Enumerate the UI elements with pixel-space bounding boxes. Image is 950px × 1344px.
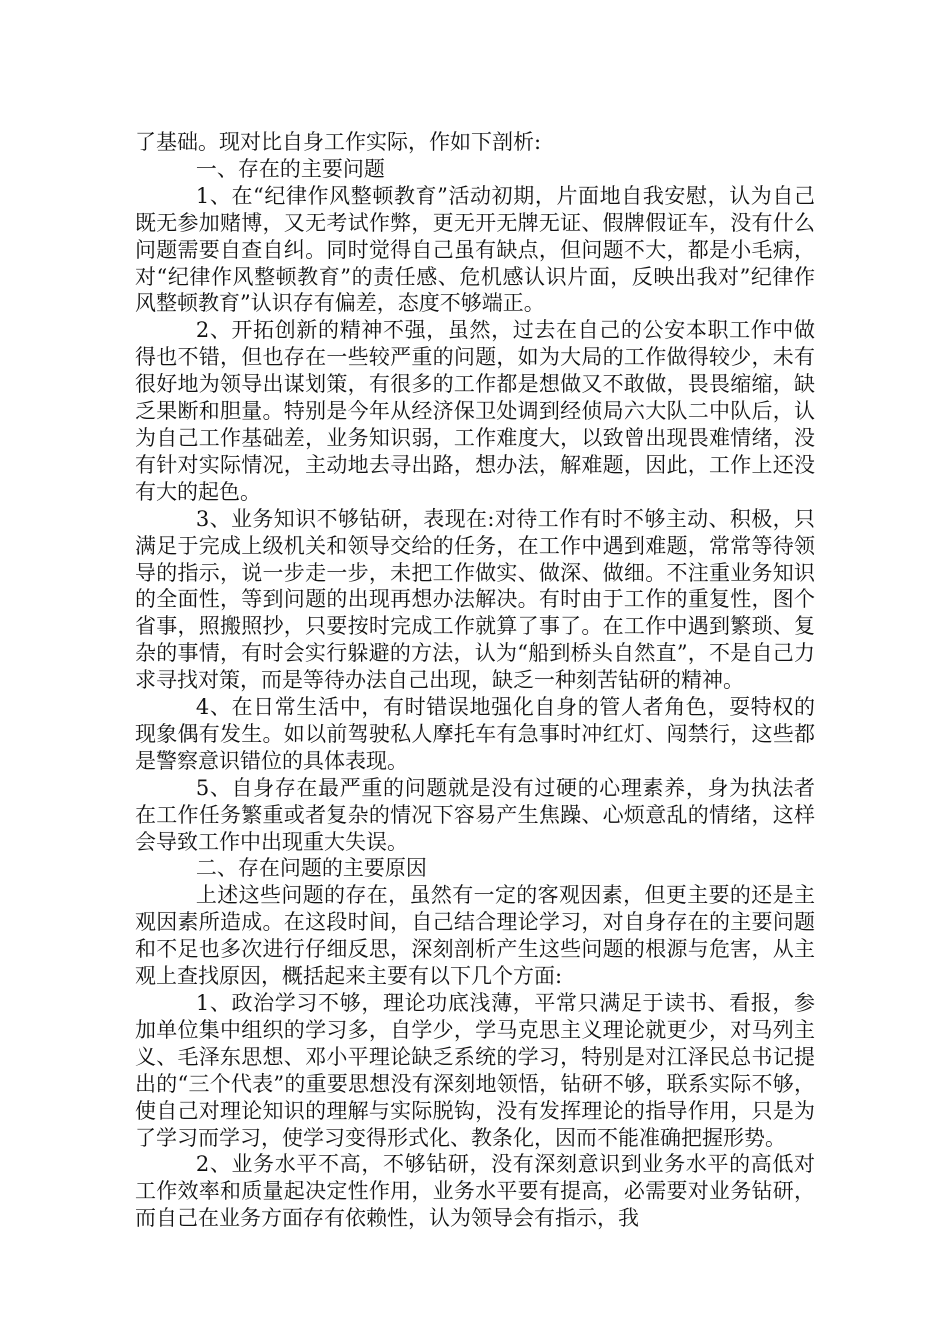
- paragraph-causes-intro: 上述这些问题的存在，虽然有一定的客观因素，但更主要的还是主观因素所造成。在这段时间，自己结合理论学习，对自身存在的主要问题和不足也多次进行仔细反思，深刻剖析产生这些问题的根源与危害，从主观上查找原因，概括起来主要有以下几个方面:: [135, 883, 815, 989]
- paragraph-problem-1: 1、在“纪律作风整顿教育”活动初期，片面地自我安慰，认为自己既无参加赌博，又无考试作弊，更无开无牌无证、假牌假证车，没有什么问题需要自查自纠。同时觉得自己虽有缺点，但问题不大，都是小毛病，对“纪律作风整顿教育”的责任感、危机感认识片面，反映出我对”纪律作风整顿教育”认识存有偏差，态度不够端正。: [135, 183, 815, 316]
- section-heading-main-problems: 一、存在的主要问题: [195, 156, 385, 181]
- section-heading-main-causes: 二、存在问题的主要原因: [195, 856, 427, 881]
- paragraph-cause-2: 2、业务水平不高，不够钻研，没有深刻意识到业务水平的高低对工作效率和质量起决定性作用，业务水平要有提高，必需要对业务钻研，而自己在业务方面存有依赖性，认为领导会有指示，我: [135, 1152, 815, 1231]
- paragraph-cause-1: 1、政治学习不够，理论功底浅薄，平常只满足于读书、看报，参加单位集中组织的学习多，自学少，学马克思主义理论就更少，对马列主义、毛泽东思想、邓小平理论缺乏系统的学习，特别是对江泽民总书记提出的“三个代表”的重要思想没有深刻地领悟，钻研不够，联系实际不够，使自己对理论知识的理解与实际脱钩，没有发挥理论的指导作用，只是为了学习而学习，使学习变得形式化、教条化，因而不能准确把握形势。: [135, 991, 815, 1150]
- paragraph-problem-2: 2、开拓创新的精神不强，虽然，过去在自己的公安本职工作中做得也不错，但也存在一些较严重的问题，如为大局的工作做得较少，未有很好地为领导出谋划策，有很多的工作都是想做又不敢做，畏畏缩缩，缺乏果断和胆量。特别是今年从经济保卫处调到经侦局六大队二中队后，认为自己工作基础差，业务知识弱，工作难度大，以致曾出现畏难情绪，没有针对实际情况，主动地去寻出路，想办法，解难题，因此，工作上还没有大的起色。: [135, 318, 815, 504]
- paragraph-problem-3: 3、业务知识不够钻研，表现在:对待工作有时不够主动、积极，只满足于完成上级机关和领导交给的任务，在工作中遇到难题，常常等待领导的指示，说一步走一步，未把工作做实、做深、做细。不注重业务知识的全面性，等到问题的出现再想办法解决。有时由于工作的重复性，图个省事，照搬照抄，只要按时完成工作就算了事了。在工作中遇到繁琐、复杂的事情，有时会实行躲避的方法，认为“船到桥头自然直”，不是自己力求寻找对策，而是等待办法自己出现，缺乏一种刻苦钻研的精神。: [135, 506, 815, 693]
- paragraph-problem-4: 4、在日常生活中，有时错误地强化自身的管人者角色，耍特权的现象偶有发生。如以前驾驶私人摩托车有急事时冲红灯、闯禁行，这些都是警察意识错位的具体表现。: [135, 695, 815, 773]
- paragraph-problem-5: 5、自身存在最严重的问题就是没有过硬的心理素养，身为执法者在工作任务繁重或者复杂的情况下容易产生焦躁、心烦意乱的情绪，这样会导致工作中出现重大失误。: [135, 775, 815, 854]
- document-page: [135, 129, 815, 1232]
- paragraph-intro: 了基础。现对比自身工作实际，作如下剖析:: [135, 130, 542, 154]
